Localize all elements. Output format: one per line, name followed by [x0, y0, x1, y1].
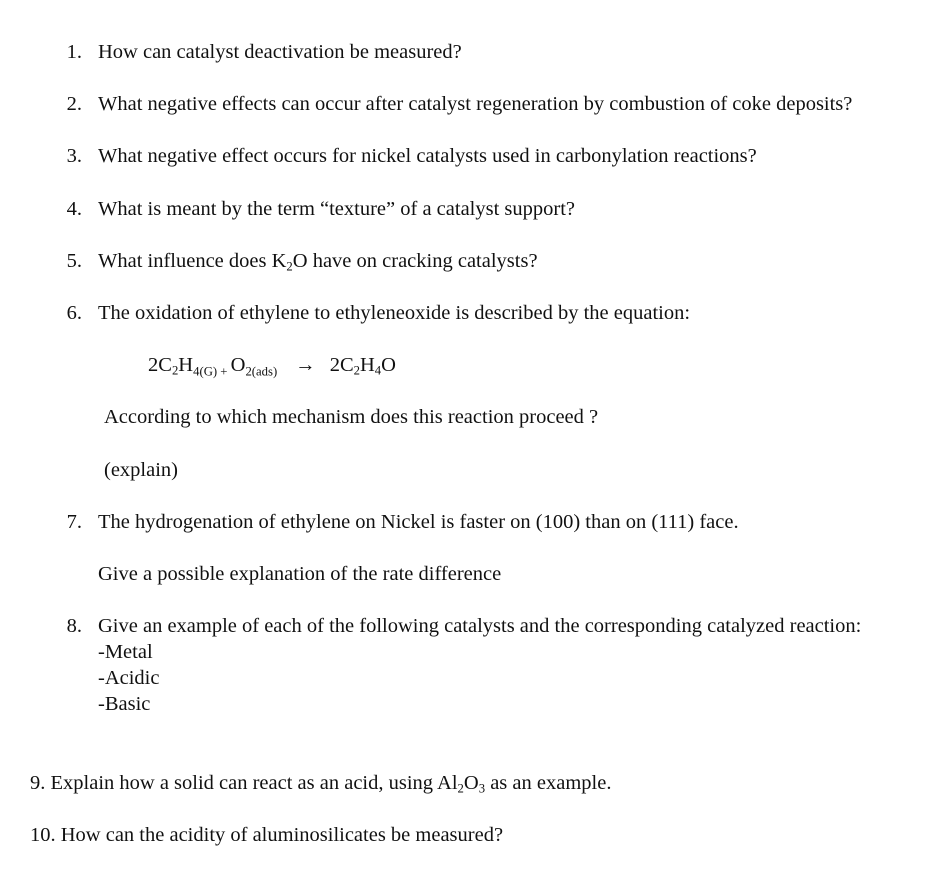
question-number: 9. [30, 772, 46, 794]
question-number: 2. [66, 93, 82, 115]
subscript: 2 [171, 363, 179, 378]
text-part: Explain how a solid can react as an acid, using Al [50, 772, 458, 794]
eq-part: O [381, 354, 396, 376]
text-part: as an example. [485, 772, 612, 794]
eq-part: H [359, 354, 375, 376]
eq-part: 2C [148, 354, 172, 376]
question-3-text: What negative effect occurs for nickel catalysts used in carbonylation reactions? [98, 145, 757, 167]
subscript: 2(ads) [245, 364, 278, 379]
question-number: 5. [66, 250, 82, 272]
subscript: 2 [353, 363, 360, 378]
question-9-text [30, 771, 611, 795]
question-number: 3. [66, 145, 82, 167]
subscript: 2 [286, 259, 293, 274]
list-item: -Acidic [98, 667, 160, 689]
question-6-text: The oxidation of ethylene to ethyleneoxide is described by the equation: [98, 302, 691, 324]
subscript: 2 [457, 781, 464, 796]
text-part: How can the acidity of aluminosilicates be measured? [60, 824, 504, 846]
question-10-text [30, 823, 503, 847]
eq-part: H [178, 354, 194, 376]
question-number: 10. [30, 824, 56, 846]
subscript: 3 [478, 781, 486, 796]
question-7-follow-up: Give a possible explanation of the rate difference [98, 563, 502, 585]
question-8-text: Give an example of each of the following catalysts and the corresponding catalyzed reaction: [98, 615, 862, 637]
reaction-arrow-icon: → [295, 354, 316, 376]
question-1-text: How can catalyst deactivation be measured? [98, 41, 462, 63]
question-number: 7. [66, 511, 82, 533]
question-6-note: (explain) [104, 459, 178, 481]
eq-part: O [230, 354, 246, 376]
question-6-follow-up: According to which mechanism does this reaction proceed ? [104, 406, 599, 428]
eq-part: 2C [329, 354, 354, 376]
text-part: O [463, 772, 479, 794]
question-number: 6. [66, 302, 82, 324]
question-number: 4. [66, 198, 82, 220]
list-item: -Basic [98, 693, 151, 715]
list-item: -Metal [98, 641, 153, 663]
question-7-text: The hydrogenation of ethylene on Nickel is faster on (100) than on (111) face. [98, 511, 739, 533]
subscript: 4(G) + [193, 364, 231, 379]
question-4-text: What is meant by the term “texture” of a catalyst support? [98, 198, 576, 220]
question-5-text [98, 249, 538, 273]
chemical-equation [148, 353, 396, 377]
text-part: O have on cracking catalysts? [292, 250, 538, 272]
question-2-text: What negative effects can occur after catalyst regeneration by combustion of coke deposits? [98, 93, 853, 115]
text-part: What influence does K [98, 250, 287, 272]
question-number: 8. [66, 615, 82, 637]
subscript: 4 [374, 363, 382, 378]
question-number: 1. [66, 41, 82, 63]
